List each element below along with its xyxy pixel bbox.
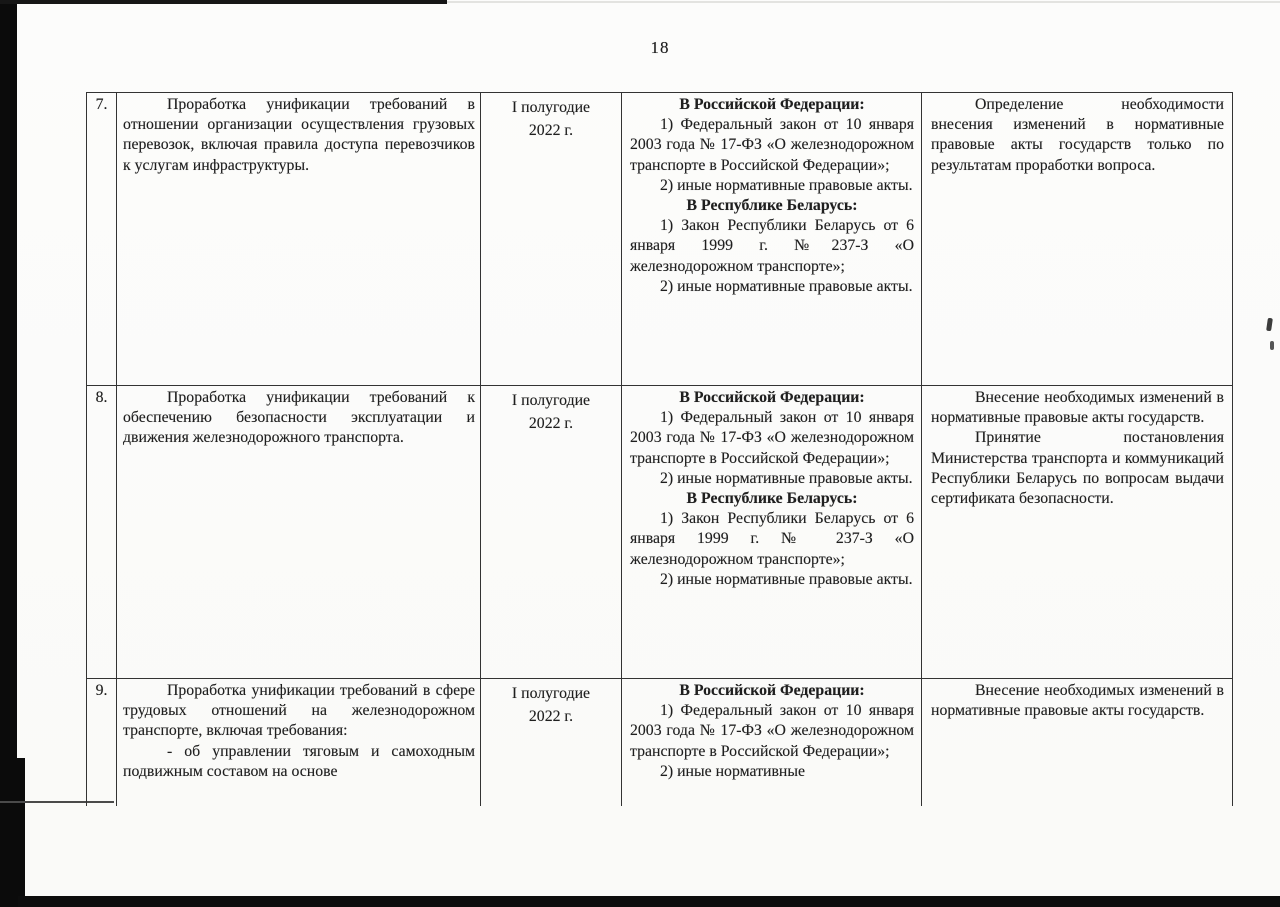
result-paragraph: Принятие постановления Министерства транспорта и коммуникаций Республики Беларусь по вопросам выдачи сертификата безопасности.	[931, 429, 1224, 508]
legal-item: 2) иные нормативные	[660, 762, 805, 780]
activity-cell	[117, 386, 481, 678]
legal-country-header: В Российской Федерации:	[679, 682, 865, 699]
legal-country-header: В Российской Федерации:	[679, 96, 865, 113]
legal-item: 2) иные нормативные правовые акты.	[660, 277, 913, 295]
scan-edge-bottom	[18, 896, 1280, 907]
term-line: I полугодие	[511, 685, 591, 702]
term-line: 2022 г.	[528, 122, 574, 139]
table-row	[87, 679, 1232, 806]
term-cell	[481, 679, 622, 806]
legal-basis-cell	[622, 679, 922, 806]
legal-basis-cell	[622, 93, 922, 385]
legal-basis-cell	[622, 386, 922, 678]
expected-result-cell	[922, 93, 1232, 385]
term-line: I полугодие	[511, 99, 591, 116]
activity-paragraph: Проработка унификации требований к обеспечению безопасности эксплуатации и движения железнодорожного транспорта.	[123, 389, 475, 447]
scan-speck	[1266, 318, 1273, 332]
term-line: 2022 г.	[528, 708, 574, 725]
term-cell	[481, 93, 622, 385]
term-line: I полугодие	[511, 392, 591, 409]
scan-line-top-faint	[447, 1, 1280, 3]
scan-edge-left-wide	[0, 758, 25, 907]
term-line: 2022 г.	[528, 415, 574, 432]
result-paragraph: Внесение необходимых изменений в нормативные правовые акты государств.	[931, 389, 1224, 427]
term-cell	[481, 386, 622, 678]
legal-item: 1) Федеральный закон от 10 января 2003 года № 17-ФЗ «О железнодорожном транспорте в Российской Федерации»;	[630, 702, 914, 760]
scan-speck	[1270, 341, 1274, 350]
row-number-cell: 8.	[87, 386, 117, 678]
legal-country-header: В Республике Беларусь:	[686, 197, 858, 215]
legal-item: 2) иные нормативные правовые акты.	[660, 570, 913, 588]
legal-item: 2) иные нормативные правовые акты.	[660, 176, 913, 194]
unification-plan-table	[86, 92, 1233, 806]
activity-paragraph: Проработка унификации требований в отношении организации осуществления грузовых перевозок, включая правила доступа перевозчиков к услугам инфраструктуры.	[123, 96, 475, 174]
legal-country-header: В Республике Беларусь:	[686, 490, 858, 508]
activity-paragraph: - об управлении тяговым и самоходным подвижным составом на основе	[123, 742, 475, 780]
legal-item: 1) Закон Республики Беларусь от 6 января 1999 г. №237-З «О железнодорожном транспорте»;	[630, 217, 914, 275]
result-paragraph: Внесение необходимых изменений в нормативные правовые акты государств.	[931, 682, 1224, 720]
activity-cell	[117, 93, 481, 385]
result-paragraph: Определение необходимости внесения изменений в нормативные правовые акты государств только по результатам проработки вопроса.	[931, 96, 1224, 174]
legal-item: 1) Закон Республики Беларусь от 6 января 1999 г. № 237-З «О железнодорожном транспорте»;	[630, 510, 914, 568]
table-row	[87, 93, 1232, 386]
activity-paragraph: Проработка унификации требований в сфере трудовых отношений на железнодорожном транспорте, включая требования:	[123, 682, 475, 740]
legal-item: 1) Федеральный закон от 10 января 2003 года № 17-ФЗ «О железнодорожном транспорте в Российской Федерации»;	[630, 409, 914, 467]
expected-result-cell	[922, 386, 1232, 678]
row-number-cell: 7.	[87, 93, 117, 385]
legal-item: 1) Федеральный закон от 10 января 2003 года № 17-ФЗ «О железнодорожном транспорте в Российской Федерации»;	[630, 116, 914, 174]
table-row	[87, 386, 1232, 679]
legal-country-header: В Российской Федерации:	[679, 389, 865, 406]
legal-item: 2) иные нормативные правовые акты.	[660, 469, 913, 487]
page-number: 18	[650, 38, 670, 57]
scan-line-top	[0, 0, 447, 4]
row-number-cell: 9.	[87, 679, 117, 806]
expected-result-cell	[922, 679, 1232, 806]
activity-cell	[117, 679, 481, 806]
